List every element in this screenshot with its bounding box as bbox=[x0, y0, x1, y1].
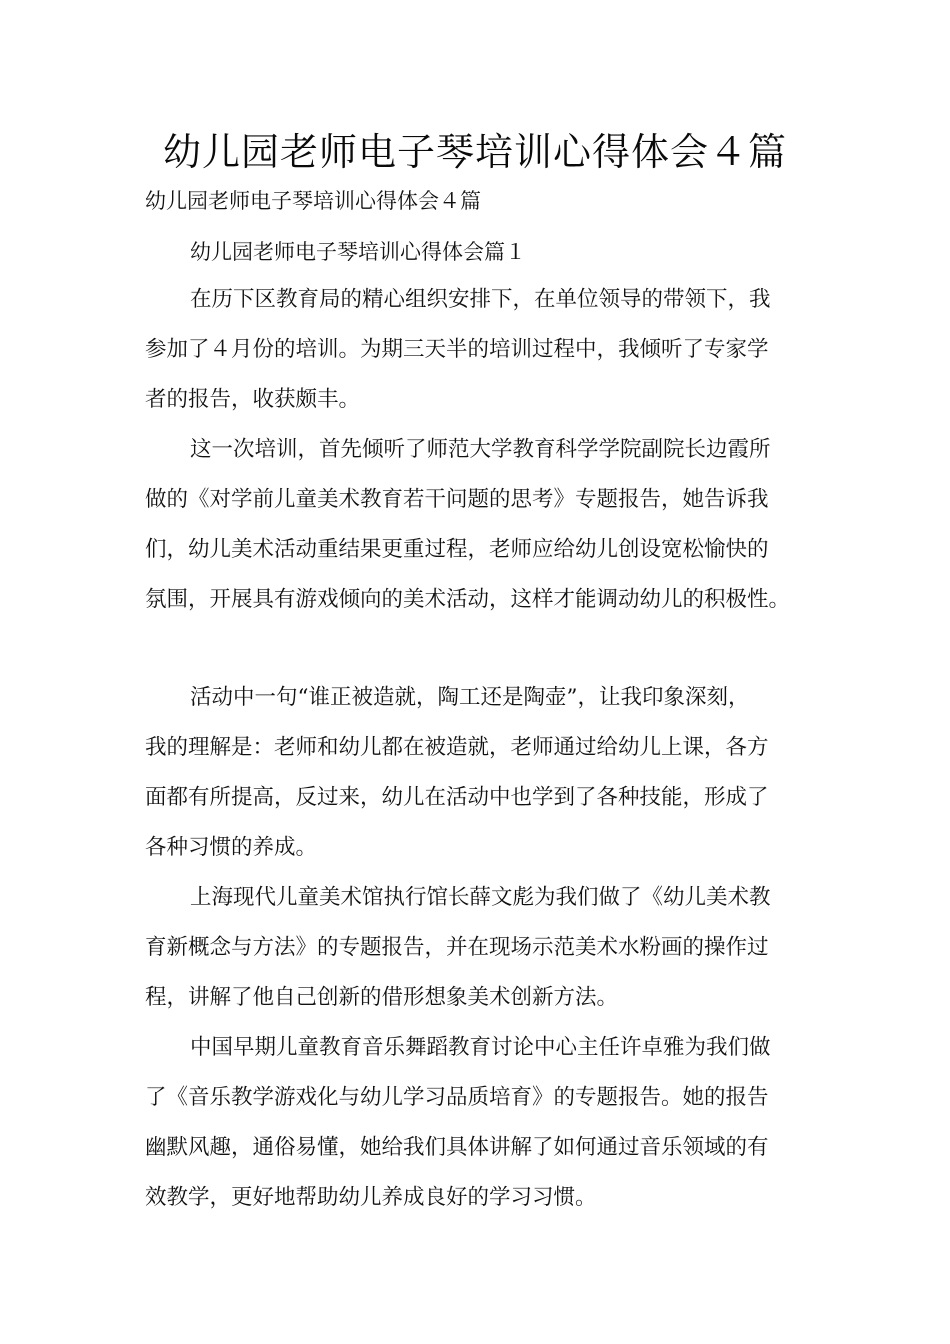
text-line: 活动中一句“谁正被造就，陶工还是陶壶”，让我印象深刻， bbox=[190, 685, 750, 710]
section-heading: 幼儿园老师电子琴培训心得体会篇１ bbox=[190, 240, 526, 264]
text-line: 程，讲解了他自己创新的借形想象美术创新方法。 bbox=[145, 985, 619, 1010]
text-line: 做的《对学前儿童美术教育若干问题的思考》专题报告，她告诉我 bbox=[145, 487, 769, 512]
text-line: 这一次培训，首先倾听了师范大学教育科学学院副院长边霞所 bbox=[190, 437, 771, 462]
text-line: 幽默风趣，通俗易懂，她给我们具体讲解了如何通过音乐领域的有 bbox=[145, 1135, 769, 1160]
text-line: 们，幼儿美术活动重结果更重过程，老师应给幼儿创设宽松愉快的 bbox=[145, 537, 769, 562]
text-line: 者的报告，收获颇丰。 bbox=[145, 387, 361, 412]
text-line: 各种习惯的养成。 bbox=[145, 835, 318, 860]
text-line: 在历下区教育局的精心组织安排下，在单位领导的带领下，我 bbox=[190, 287, 771, 312]
text-line: 参加了４月份的培训。为期三天半的培训过程中，我倾听了专家学 bbox=[145, 337, 769, 362]
text-line: 育新概念与方法》的专题报告，并在现场示范美术水粉画的操作过 bbox=[145, 935, 769, 960]
text-line: 了《音乐教学游戏化与幼儿学习品质培育》的专题报告。她的报告 bbox=[145, 1085, 769, 1110]
text-line: 氛围，开展具有游戏倾向的美术活动，这样才能调动幼儿的积极性。 bbox=[145, 587, 791, 612]
text-line: 上海现代儿童美术馆执行馆长薛文彪为我们做了《幼儿美术教 bbox=[190, 885, 771, 910]
text-line: 效教学，更好地帮助幼儿养成良好的学习习惯。 bbox=[145, 1185, 597, 1210]
text-line: 中国早期儿童教育音乐舞蹈教育讨论中心主任许卓雅为我们做 bbox=[190, 1035, 771, 1060]
text-line: 我的理解是：老师和幼儿都在被造就，老师通过给幼儿上课，各方 bbox=[145, 735, 769, 760]
text-line: 面都有所提高，反过来，幼儿在活动中也学到了各种技能，形成了 bbox=[145, 785, 769, 810]
document-subtitle: 幼儿园老师电子琴培训心得体会４篇 bbox=[145, 189, 481, 213]
document-title: 幼儿园老师电子琴培训心得体会４篇 bbox=[162, 130, 787, 174]
